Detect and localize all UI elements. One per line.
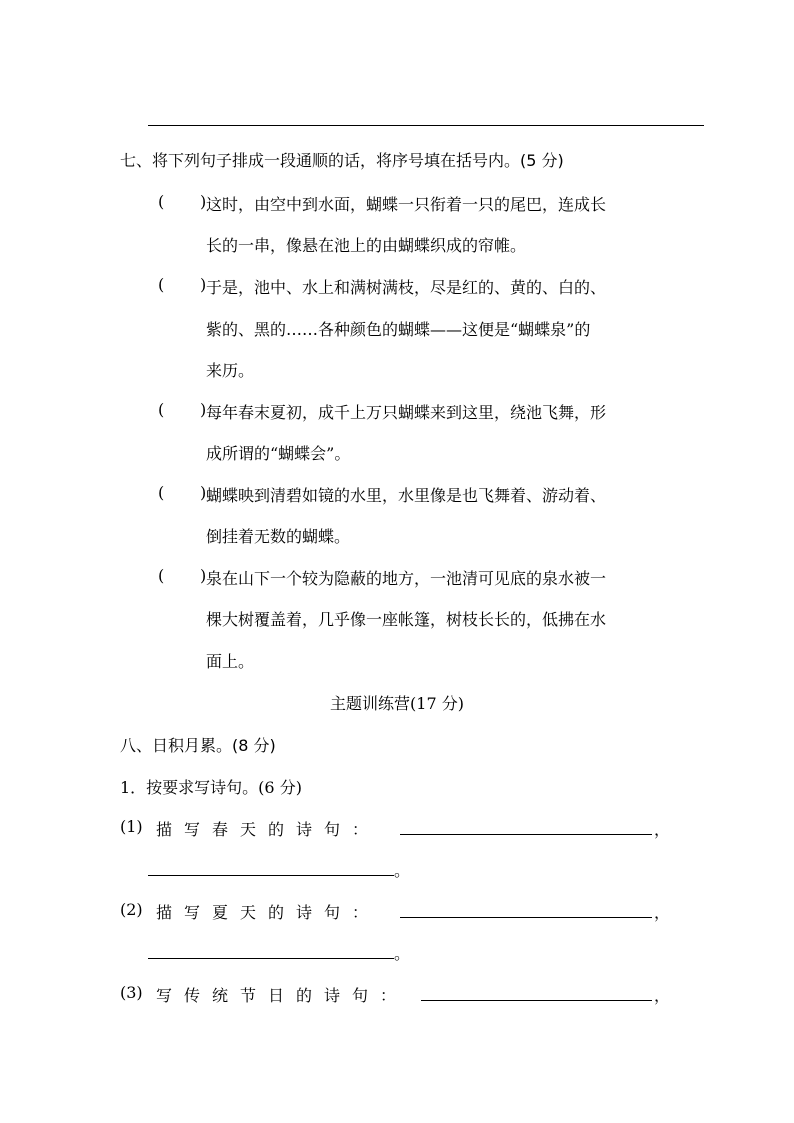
period: 。: [394, 861, 411, 880]
comma: ，: [654, 820, 671, 839]
sentence-line: 来历。: [206, 361, 255, 380]
answer-paren-open: (: [158, 400, 165, 419]
answer-paren-open: (: [158, 566, 165, 585]
answer-paren-open: (: [158, 483, 165, 502]
sentence-line: 蝴蝶映到清碧如镜的水里，水里像是也飞舞着、游动着、: [206, 486, 607, 505]
sentence-line: 棵大树覆盖着，几乎像一座帐篷，树枝长长的，低拂在水: [206, 610, 607, 629]
sentence-line: 面上。: [206, 652, 255, 671]
sub-question-label: 描写春天的诗句：: [156, 820, 381, 839]
answer-blank[interactable]: [148, 875, 394, 876]
sub-question-label: 描写夏天的诗句：: [156, 903, 381, 922]
sentence-line: 每年春末夏初，成千上万只蝴蝶来到这里，绕池飞舞，形: [206, 403, 607, 422]
sub-question-number: (2): [120, 900, 143, 919]
sentence-line: 泉在山下一个较为隐蔽的地方，一池清可见底的泉水被一: [206, 569, 607, 588]
answer-blank[interactable]: [400, 917, 652, 918]
sentence-line: 于是，池中、水上和满树满枝，尽是红的、黄的、白的、: [206, 278, 607, 297]
sentence-line: 倒挂着无数的蝴蝶。: [206, 527, 351, 546]
answer-paren-close: ): [200, 400, 207, 419]
period: 。: [394, 944, 411, 963]
top-rule: [148, 125, 704, 126]
section-8-heading: 八、日积月累。(8 分): [120, 736, 276, 755]
sentence-line: 紫的、黑的……各种颜色的蝴蝶——这便是“蝴蝶泉”的: [206, 320, 591, 339]
answer-blank[interactable]: [421, 1000, 652, 1001]
sentence-line: 长的一串，像悬在池上的由蝴蝶织成的帘帷。: [206, 236, 527, 255]
answer-paren-close: ): [200, 275, 207, 294]
sub-question-number: (3): [120, 983, 143, 1002]
answer-paren-open: (: [158, 192, 165, 211]
comma: ，: [654, 986, 671, 1005]
answer-blank[interactable]: [148, 958, 394, 959]
answer-paren-open: (: [158, 275, 165, 294]
answer-paren-close: ): [200, 566, 207, 585]
answer-blank[interactable]: [400, 834, 652, 835]
sub-question-number: (1): [120, 817, 143, 836]
answer-paren-close: ): [200, 483, 207, 502]
comma: ，: [654, 903, 671, 922]
section-7-heading: 七、将下列句子排成一段通顺的话，将序号填在括号内。(5 分): [120, 151, 564, 170]
question-1: 1．按要求写诗句。(6 分): [120, 778, 302, 797]
sub-question-label: 写传统节日的诗句：: [156, 986, 409, 1005]
answer-paren-close: ): [200, 192, 207, 211]
section-title: 主题训练营(17 分): [330, 694, 464, 713]
sentence-line: 这时，由空中到水面，蝴蝶一只衔着一只的尾巴，连成长: [206, 195, 607, 214]
sentence-line: 成所谓的“蝴蝶会”。: [206, 444, 351, 463]
